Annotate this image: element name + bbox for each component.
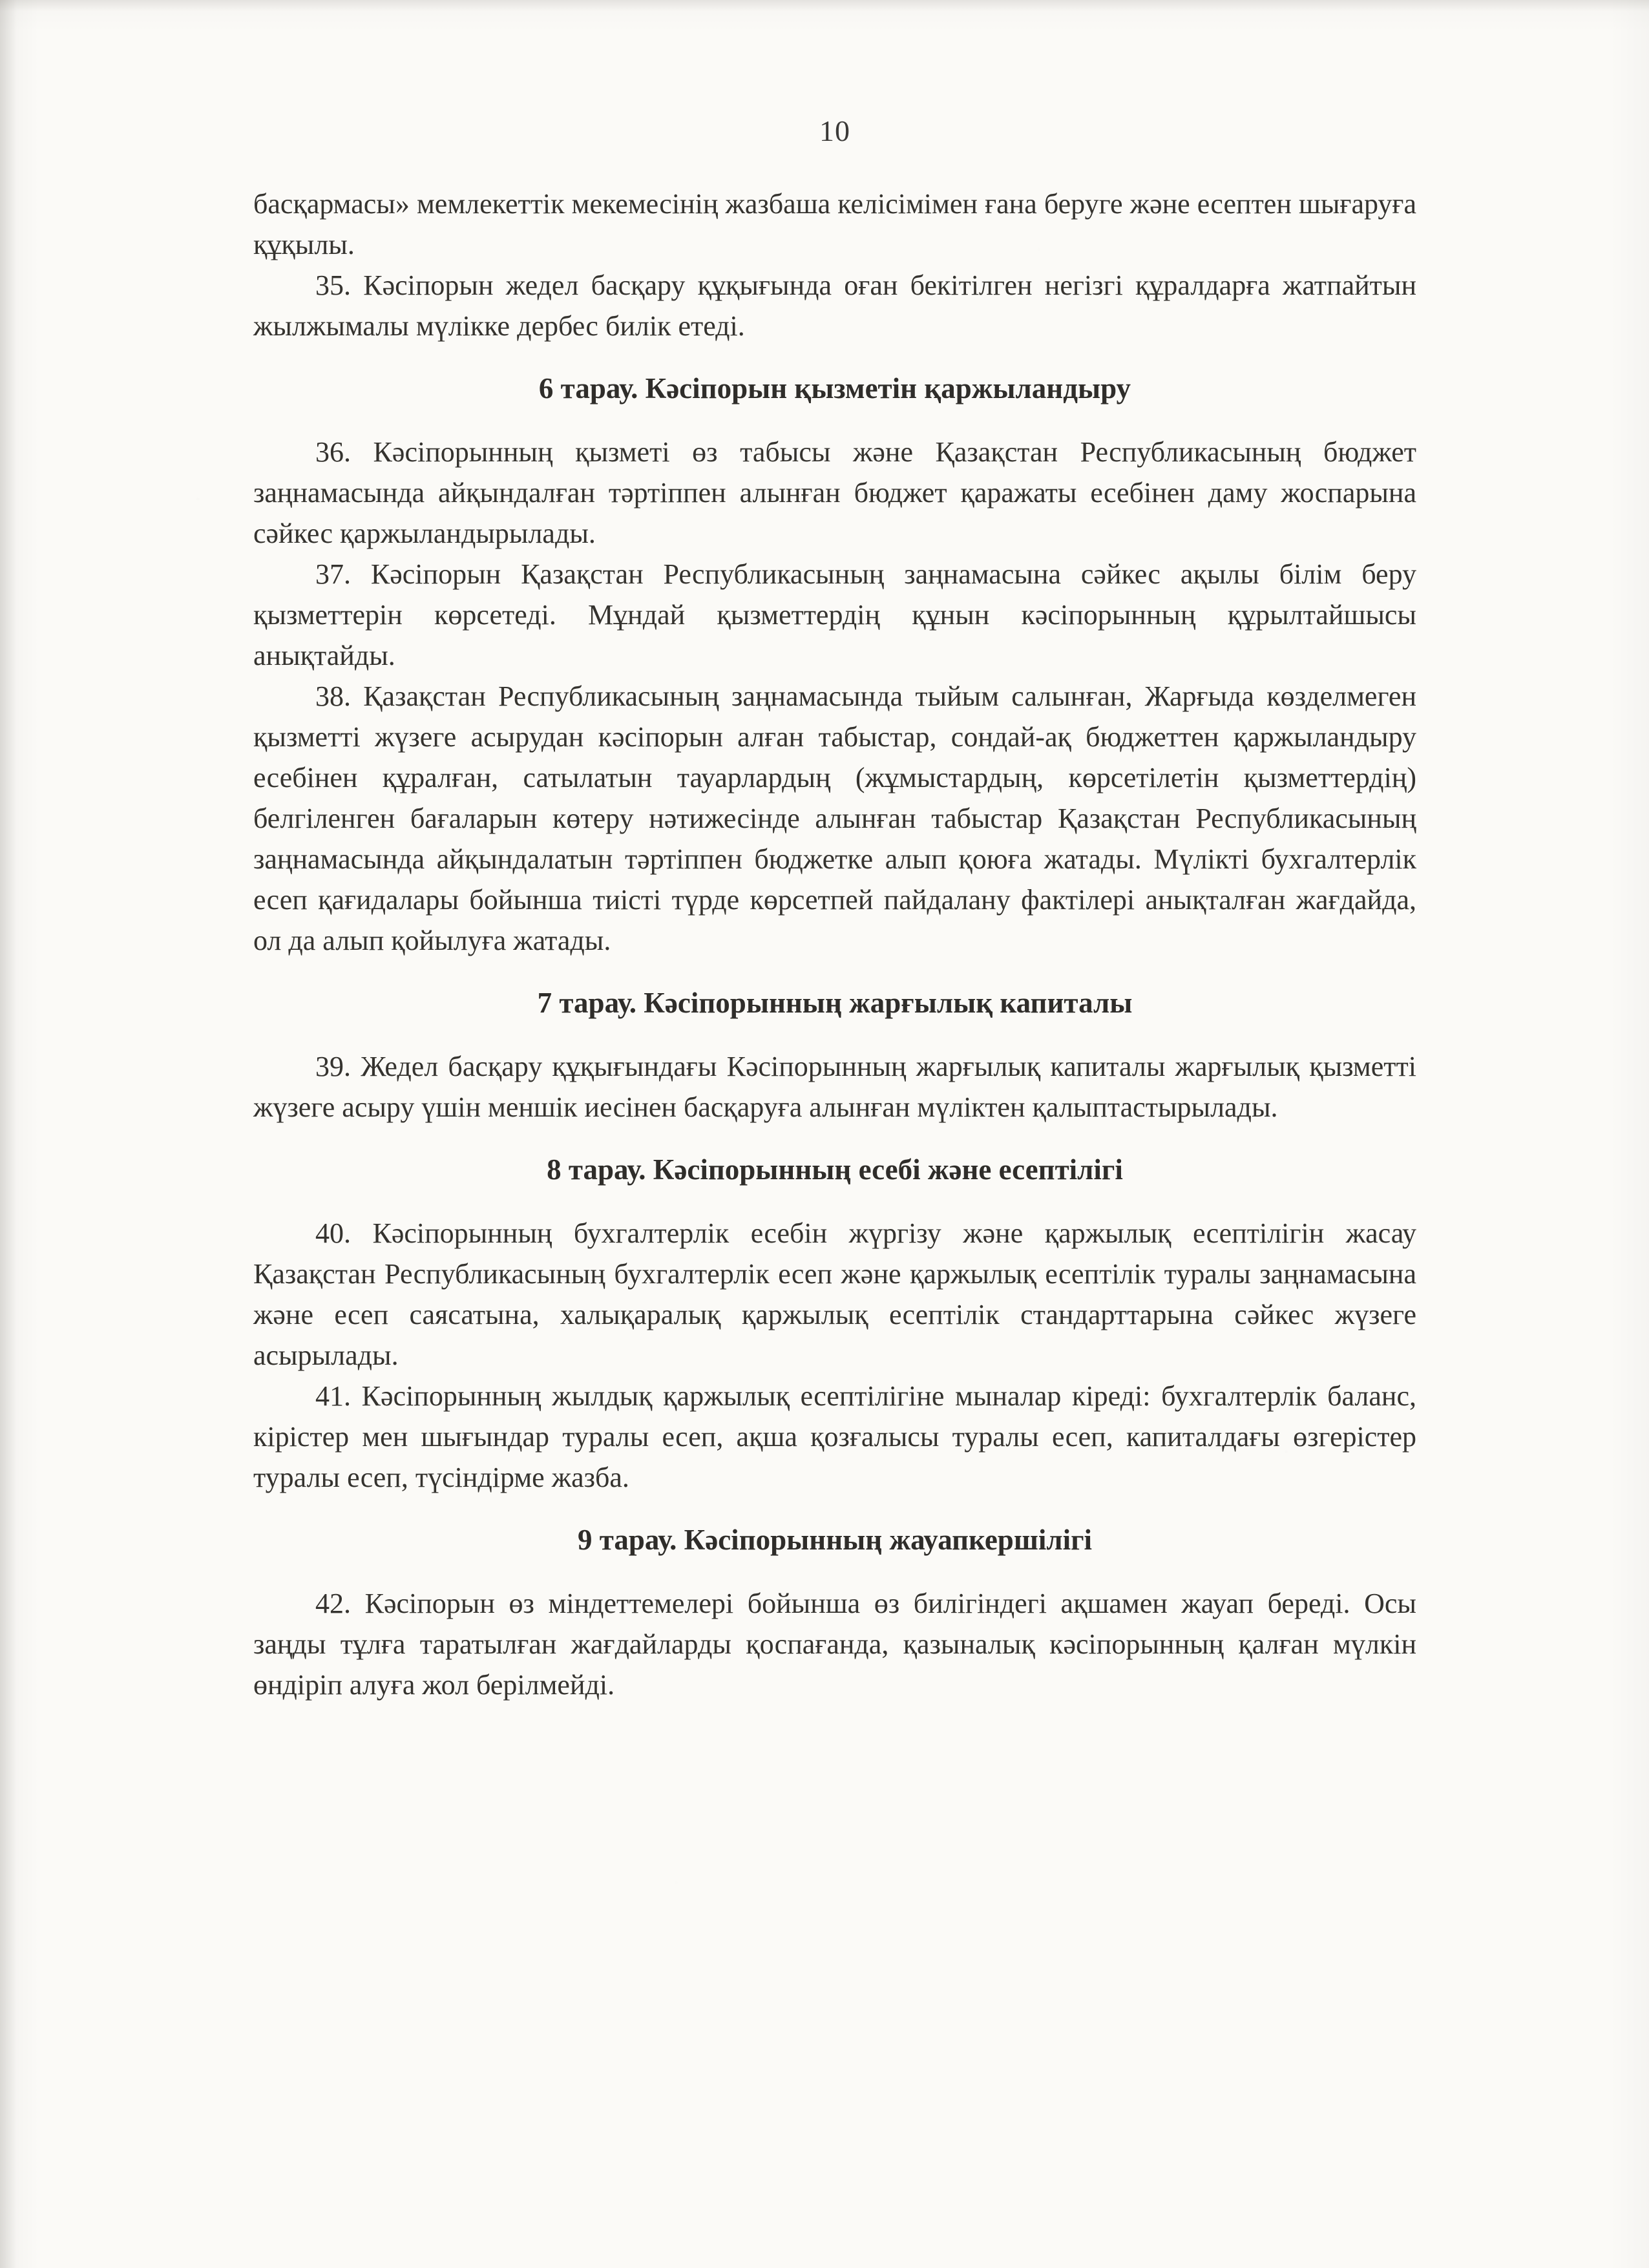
body-paragraph: 35. Кәсіпорын жедел басқару құқығында оған бекітілген негізгі құралдарға жатпайтын жылжымалы мүлікке дербес билік етеді. <box>253 269 1416 342</box>
body-paragraph: 41. Кәсіпорынның жылдық қаржылық есептілігіне мыналар кіреді: бухгалтерлік баланс, кірістер мен шығындар туралы есеп, ақша қозғалысы туралы есеп, капиталдағы өзгерістер туралы есеп, түсіндірме жазба. <box>253 1380 1416 1493</box>
body-paragraph: 39. Жедел басқару құқығындағы Кәсіпорынның жарғылық капиталы жарғылық қызметті жүзеге асыру үшін меншік иесінен басқаруға алынған мүліктен қалыптастырылады. <box>253 1051 1416 1123</box>
body-paragraph: 40. Кәсіпорынның бухгалтерлік есебін жүргізу және қаржылық есептілігін жасау Қазақстан Республикасының бухгалтерлік есеп және қаржылық есептілік туралы заңнамасына және есеп саясатына, халықаралық қаржылық есептілік стандарттарына сәйкес жүзеге асырылады. <box>253 1217 1416 1371</box>
body-paragraph: 42. Кәсіпорын өз міндеттемелері бойынша өз билігіндегі ақшамен жауап береді. Осы заңды тұлға таратылған жағдайларды қоспағанда, қазыналық кәсіпорынның қалған мүлкін өндіріп алуға жол берілмейді. <box>253 1588 1416 1701</box>
scan-edge-shadow-left <box>0 0 17 2268</box>
chapter-heading: 8 тарау. Кәсіпорынның есебі және есептілігі <box>547 1153 1123 1186</box>
chapter-heading: 6 тарау. Кәсіпорын қызметін қаржыландыру <box>538 372 1131 404</box>
body-paragraph: басқармасы» мемлекеттік мекемесінің жазбаша келісімімен ғана беруге және есептен шығаруға құқылы. <box>253 188 1416 260</box>
chapter-heading: 9 тарау. Кәсіпорынның жауапкершілігі <box>577 1524 1093 1556</box>
page-number: 10 <box>819 114 850 147</box>
scan-edge-shadow-top <box>0 0 1649 12</box>
page-content <box>253 116 1416 1705</box>
chapter-heading: 7 тарау. Кәсіпорынның жарғылық капиталы <box>537 987 1133 1019</box>
body-paragraph: 38. Қазақстан Республикасының заңнамасында тыйым салынған, Жарғыда көзделмеген қызметті жүзеге асырудан кәсіпорын алған табыстар, сондай-ақ бюджеттен қаржыландыру есебінен құралған, сатылатын тауарлардың (жұмыстардың, көрсетілетін қызметтердің) белгіленген бағаларын көтеру нәтижесінде алынған табыстар Қазақстан Республикасының заңнамасында айқындалатын тәртіппен бюджетке алып қоюға жатады. Мүлікті бухгалтерлік есеп қағидалары бойынша тиісті түрде көрсетпей пайдалану фактілері анықталған жағдайда, ол да алып қойылуға жатады. <box>253 680 1416 956</box>
document-body <box>253 184 1416 1705</box>
body-paragraph: 37. Кәсіпорын Қазақстан Республикасының заңнамасына сәйкес ақылы білім беру қызметтерін көрсетеді. Мұндай қызметтердің құнын кәсіпорынның құрылтайшысы анықтайды. <box>253 558 1416 671</box>
body-paragraph: 36. Кәсіпорынның қызметі өз табысы және Қазақстан Республикасының бюджет заңнамасында айқындалған тәртіппен алынған бюджет қаражаты есебінен даму жоспарына сәйкес қаржыландырылады. <box>253 436 1416 549</box>
